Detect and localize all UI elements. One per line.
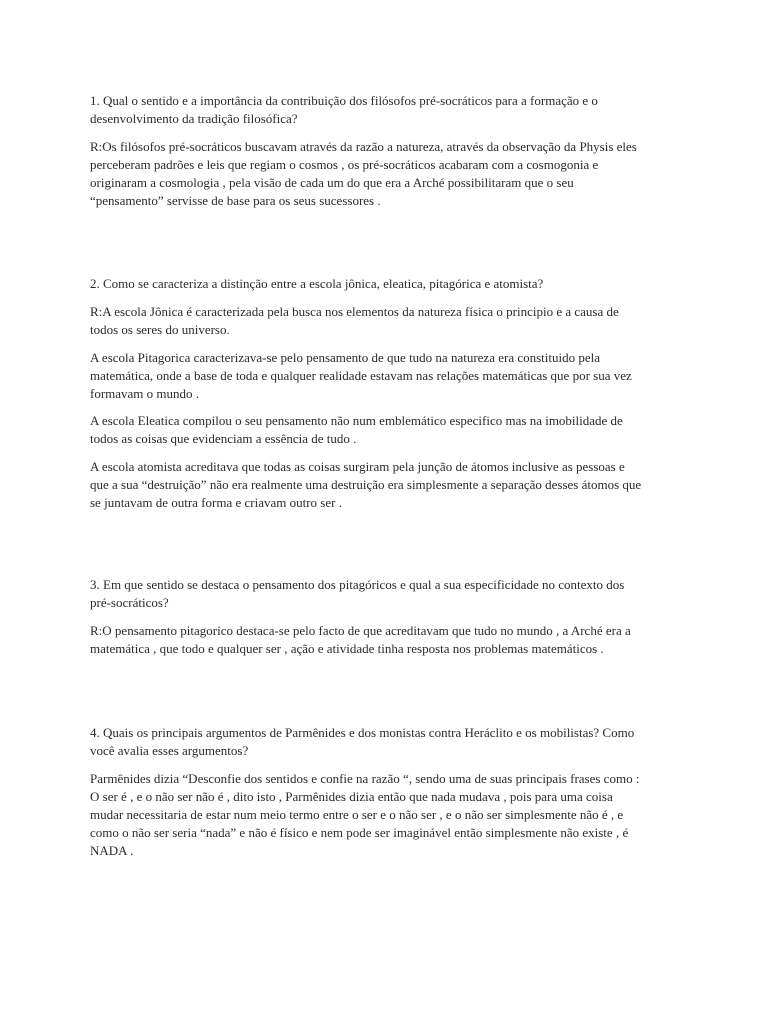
question-4-line-1: 4. Quais os principais argumentos de Parmênides e dos monistas contra Heráclito e os mobilistas? Como xyxy=(90,725,635,740)
answer-4-line-2: O ser é , e o não ser não é , dito isto , Parmênides dizia então que nada mudava , pois para uma coisa xyxy=(90,789,613,804)
answer-4 xyxy=(90,770,690,860)
answer-2-eleatica xyxy=(90,412,690,448)
answer-2-jonica-line-1: R:A escola Jônica é caracterizada pela busca nos elementos da natureza física o principio e a causa de xyxy=(90,304,619,319)
answer-1 xyxy=(90,138,690,210)
answer-2-jonica-line-2: todos os seres do universo. xyxy=(90,322,230,337)
answer-3-line-2: matemática , que todo e qualquer ser , ação e atividade tinha resposta nos problemas matemáticos . xyxy=(90,641,604,656)
answer-4-line-5: NADA . xyxy=(90,843,134,858)
question-3-line-2: pré-socráticos? xyxy=(90,595,169,610)
question-1-line-1: 1. Qual o sentido e a importância da contribuição dos filósofos pré-socráticos para a formação e o xyxy=(90,93,598,108)
answer-2-pitagorica-line-3: formavam o mundo . xyxy=(90,386,200,401)
question-1-line-2: desenvolvimento da tradição filosófica? xyxy=(90,111,298,126)
answer-2-jonica xyxy=(90,303,690,339)
answer-4-line-4: como o não ser seria “nada” e não é físico e nem pode ser imaginável então simplesmente não existe , é xyxy=(90,825,629,840)
answer-2-atomista-line-2: que a sua “destruição” não era realmente uma destruição era simplesmente a separação desses átomos que xyxy=(90,477,642,492)
answer-2-eleatica-line-1: A escola Eleatica compilou o seu pensamento não num emblemático especifico mas na imobilidade de xyxy=(90,413,623,428)
question-2 xyxy=(90,275,690,293)
answer-2-pitagorica-line-1: A escola Pitagorica caracterizava-se pelo pensamento de que tudo na natureza era constituido pela xyxy=(90,350,601,365)
question-2-line-1: 2. Como se caracteriza a distinção entre a escola jônica, eleatica, pitagórica e atomista? xyxy=(90,276,544,291)
answer-2-eleatica-line-2: todos as coisas que evidenciam a essência de tudo . xyxy=(90,431,357,446)
answer-2-atomista xyxy=(90,458,690,512)
answer-2-atomista-line-1: A escola atomista acreditava que todas as coisas surgiram pela junção de átomos inclusive as pessoas e xyxy=(90,459,625,474)
question-1 xyxy=(90,92,690,128)
question-4 xyxy=(90,724,690,760)
question-3 xyxy=(90,576,690,612)
answer-3 xyxy=(90,622,690,658)
answer-4-line-1: Parmênides dizia “Desconfie dos sentidos e confie na razão “, sendo uma de suas principais frases como : xyxy=(90,771,640,786)
question-4-line-2: você avalia esses argumentos? xyxy=(90,743,249,758)
answer-1-line-2: perceberam padrões e leis que regiam o cosmos , os pré-socráticos acabaram com a cosmogonia e xyxy=(90,157,599,172)
question-3-line-1: 3. Em que sentido se destaca o pensamento dos pitagóricos e qual a sua especificidade no contexto dos xyxy=(90,577,625,592)
answer-2-pitagorica-line-2: matemática, onde a base de toda e qualquer realidade estavam nas relações matemáticas que por sua vez xyxy=(90,368,632,383)
answer-2-pitagorica xyxy=(90,349,690,403)
answer-4-line-3: mudar necessitaria de estar num meio termo entre o ser e o não ser , e o não ser simplesmente não é , e xyxy=(90,807,624,822)
answer-1-line-1: R:Os filósofos pré-socráticos buscavam através da razão a natureza, através da observação da Physis eles xyxy=(90,139,637,154)
answer-1-line-4: “pensamento” servisse de base para os seus sucessores . xyxy=(90,193,381,208)
answer-1-line-3: originaram a cosmologia , pela visão de cada um do que era a Arché possibilitaram que o seu xyxy=(90,175,574,190)
answer-2-atomista-line-3: se juntavam de outra forma e criavam outro ser . xyxy=(90,495,342,510)
answer-3-line-1: R:O pensamento pitagorico destaca-se pelo facto de que acreditavam que tudo no mundo , a Arché era a xyxy=(90,623,631,638)
